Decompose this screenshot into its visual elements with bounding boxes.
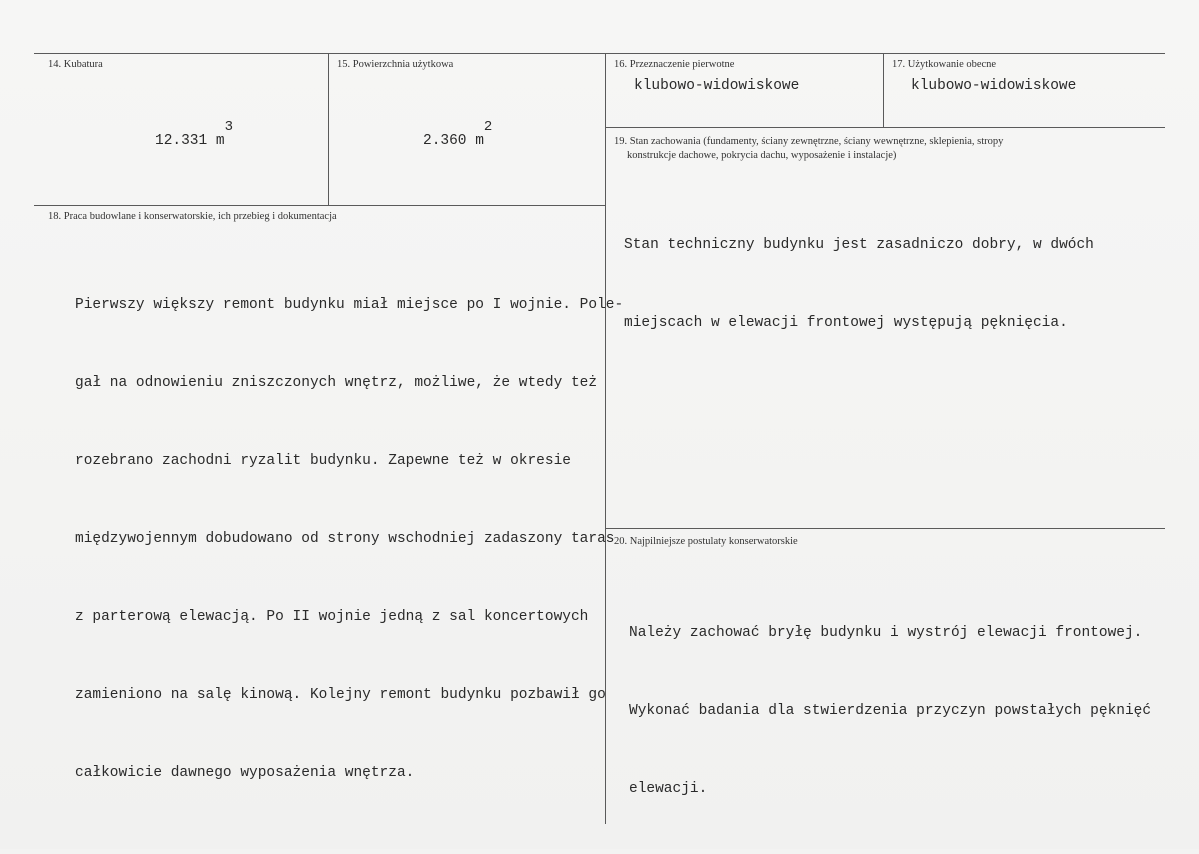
przeznaczenie-value: klubowo-widowiskowe <box>634 78 800 94</box>
powierzchnia-number: 2.360 m <box>423 133 484 149</box>
powierzchnia-exponent: 2 <box>483 119 493 135</box>
praca-line: międzywojennym dobudowano od strony wschodniej zadaszony taras <box>75 531 615 547</box>
postulaty-label: 20. Najpilniejsze postulaty konserwatorskie <box>614 536 798 547</box>
uzytkowanie-label: 17. Użytkowanie obecne <box>892 59 997 70</box>
powierzchnia-value <box>423 119 493 149</box>
praca-label: 18. Praca budowlane i konserwatorskie, ich przebieg i dokumentacja <box>48 211 337 222</box>
praca-line: rozebrano zachodni ryzalit budynku. Zapewne też w okresie <box>75 453 571 469</box>
stan-label-line1: 19. Stan zachowania (fundamenty, ściany zewnętrzne, ściany wewnętrzne, sklepienia, stropy <box>614 136 1004 147</box>
postulaty-text <box>629 568 1151 854</box>
stan-text <box>624 180 1094 388</box>
postulaty-line: elewacji. <box>629 781 708 797</box>
stan-line: miejscach w elewacji frontowej występują pęknięcia. <box>624 315 1068 331</box>
powierzchnia-label: 15. Powierzchnia użytkowa <box>337 59 454 70</box>
rule-above-20 <box>605 528 1165 529</box>
rule-under-14-15 <box>34 205 606 206</box>
praca-line: zamieniono na salę kinową. Kolejny remont budynku pozbawił go <box>75 687 606 703</box>
praca-line: Pierwszy większy remont budynku miał miejsce po I wojnie. Pole- <box>75 297 624 313</box>
praca-text <box>75 240 623 838</box>
top-rule <box>34 53 1165 54</box>
kubatura-label: 14. Kubatura <box>48 59 103 70</box>
stan-label-line2: konstrukcje dachowe, pokrycia dachu, wyposażenie i instalacje) <box>627 150 897 161</box>
postulaty-line: Należy zachować bryłę budynku i wystrój elewacji frontowej. <box>629 625 1143 641</box>
kubatura-exponent: 3 <box>224 119 234 135</box>
divider-16-17 <box>883 53 884 127</box>
praca-line: całkowicie dawnego wyposażenia wnętrza. <box>75 765 415 781</box>
praca-line: gał na odnowieniu zniszczonych wnętrz, możliwe, że wtedy też <box>75 375 598 391</box>
stan-line: Stan techniczny budynku jest zasadniczo dobry, w dwóch <box>624 237 1094 253</box>
rule-under-16-17 <box>605 127 1165 128</box>
przeznaczenie-label: 16. Przeznaczenie pierwotne <box>614 59 735 70</box>
praca-line: z parterową elewacją. Po II wojnie jedną z sal koncertowych <box>75 609 589 625</box>
kubatura-value <box>155 119 234 149</box>
divider-14-15 <box>328 53 329 205</box>
kubatura-number: 12.331 m <box>155 133 225 149</box>
uzytkowanie-value: klubowo-widowiskowe <box>911 78 1077 94</box>
postulaty-line: Wykonać badania dla stwierdzenia przyczyn powstałych pęknięć <box>629 703 1152 719</box>
